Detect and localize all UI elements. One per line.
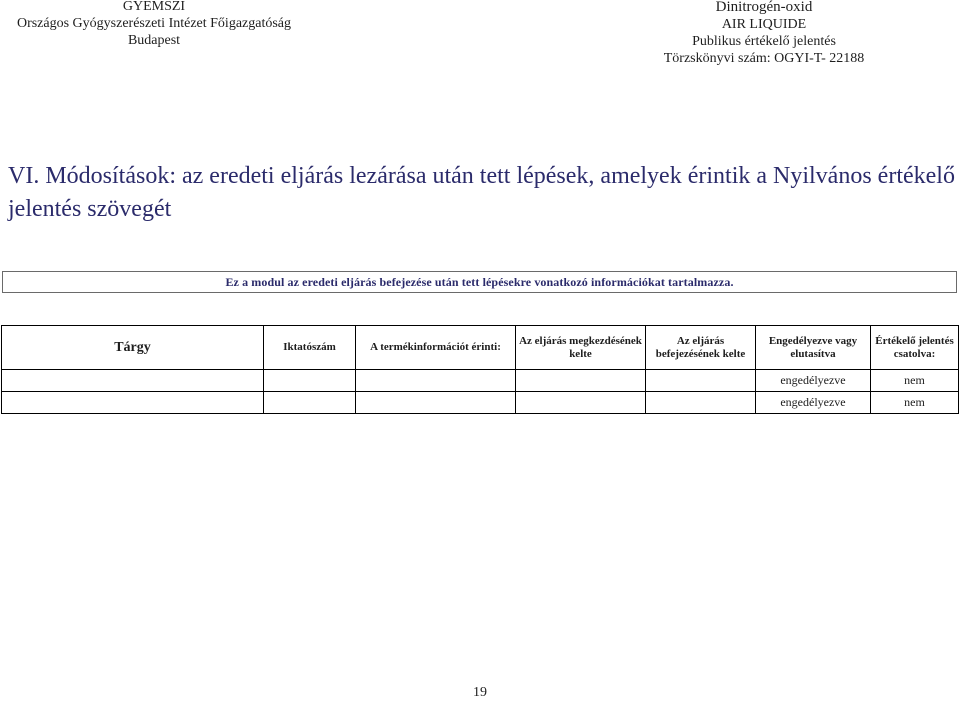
table-cell [264,370,356,392]
table-cell [646,370,756,392]
header-left-line3: Budapest [127,33,181,48]
col-header-ertekelo-jelentes: Értékelő jelentés csatolva: [871,326,959,370]
col-header-termekinformacio: A termékinformációt érinti: [356,326,516,370]
header-left-line1: GYEMSZI [122,0,186,14]
header-right-line2: AIR LIQUIDE [721,17,807,32]
table-cell: nem [871,370,959,392]
col-header-befejezes-kelte: Az eljárás befejezésének kelte [646,326,756,370]
table-row [2,370,959,392]
table-cell [356,392,516,414]
table-cell: engedélyezve [756,392,871,414]
header-right-line3: Publikus értékelő jelentés [692,34,836,49]
intro-text: Ez a modul az eredeti eljárás befejezése után tett lépésekre vonatkozó információkat tartalmazza. [225,275,734,289]
col-header-megkezdes-kelte: Az eljárás megkezdésének kelte [516,326,646,370]
header-right [642,0,886,67]
table-cell [356,370,516,392]
col-header-targy: Tárgy [2,326,264,370]
modifications-table [1,325,959,414]
table-row [2,392,959,414]
table-cell [646,392,756,414]
header-right-line1: Dinitrogén-oxid [715,0,813,15]
table-cell [264,392,356,414]
intro-box [2,271,957,293]
col-header-engedelyezve: Engedélyezve vagy elutasítva [756,326,871,370]
header-left [0,0,308,49]
page-number: 19 [473,685,487,700]
table-cell [2,370,264,392]
section-title: VI. Módosítások: az eredeti eljárás lezárása után tett lépések, amelyek érintik a Nyilvános értékelő jelentés szövegét [8,163,955,222]
col-header-iktatoszam: Iktatószám [264,326,356,370]
table-cell: nem [871,392,959,414]
header-right-line4: Törzskönyvi szám: OGYI-T- 22188 [663,51,865,66]
table-cell: engedélyezve [756,370,871,392]
table-cell [2,392,264,414]
header-left-line2: Országos Gyógyszerészeti Intézet Főigazgatóság [16,16,292,31]
table-cell [516,392,646,414]
table-cell [516,370,646,392]
